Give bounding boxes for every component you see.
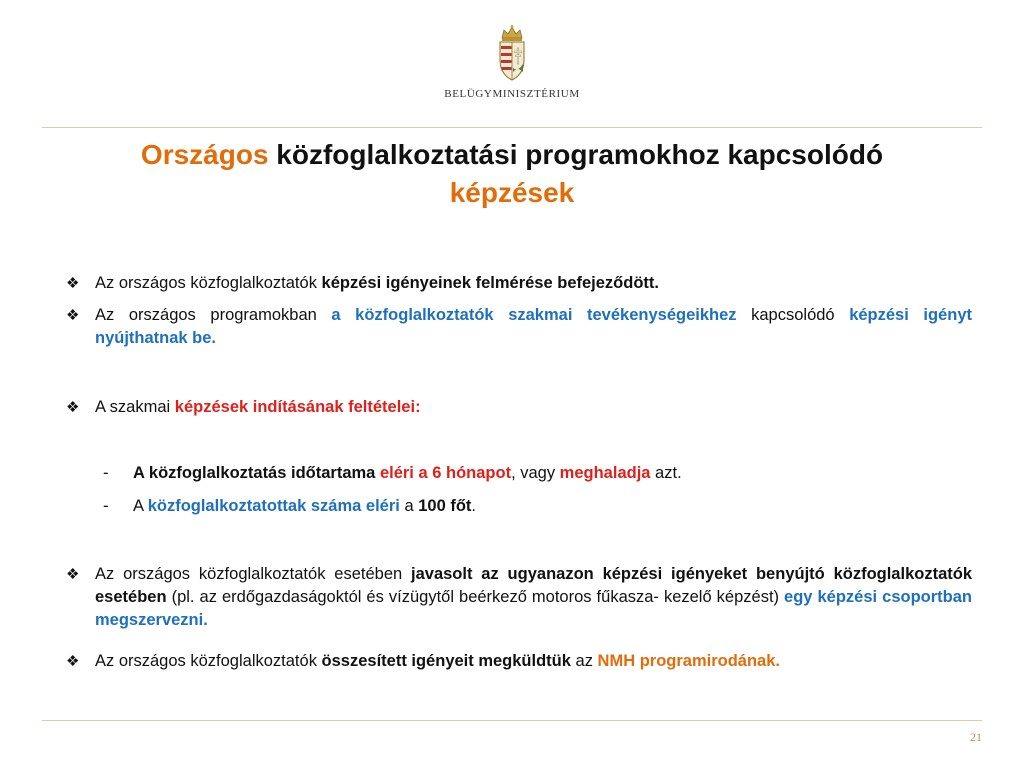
bullet-5-text-2: az [570,652,598,670]
dash-marker: - [103,464,109,482]
condition-1-highlight-2: meghaladja [559,464,651,482]
bullet-3 [66,396,972,419]
bullet-2-highlight: a közfoglalkoztatók szakmai tevékenységeikhez [331,306,737,324]
bullet-4-text: Az országos közfoglalkoztatók esetében [95,565,412,583]
ministry-name: BELÜGYMINISZTÉRIUM [444,88,580,100]
condition-2 [103,495,963,518]
bullet-5-bold: összesített igényeit megküldtük [321,652,571,670]
bullet-marker-icon: ❖ [66,653,80,670]
title-last-word: képzések [449,177,575,208]
condition-2-highlight: közfoglalkoztatottak száma eléri [147,497,400,515]
bullet-3-highlight: képzések indításának feltételei: [174,398,421,416]
condition-2-text: A [133,497,148,515]
bullet-5-text: Az országos közfoglalkoztatók [95,652,322,670]
condition-1-bold: A közfoglalkoztatás időtartama [133,464,376,482]
title-main-text: közfoglalkoztatási programokhoz kapcsolódó [268,139,884,170]
bullet-3-text: A szakmai [95,398,175,416]
condition-1-highlight: eléri a 6 hónapot [375,464,512,482]
bullet-2 [66,304,972,350]
bullet-1-bold: képzési igényeinek felmérése befejeződött. [321,274,659,292]
bullet-4-bold: javasolt az ugyanazon képzési igényeket benyújtó közfoglalkoztatók esetében [95,565,972,606]
footer-divider [42,720,982,721]
condition-2-bold: 100 főt [418,497,472,515]
bullet-4 [66,563,972,632]
bullet-4-text-2: (pl. az erdőgazdaságoktól és vízügytől beérkező motoros fűkasza- kezelő képzést) [166,588,785,606]
bullet-marker-icon: ❖ [66,275,80,292]
bullet-2-text-2: kapcsolódó [736,306,850,324]
bullet-5-highlight: NMH programirodának. [597,652,780,670]
bullet-1 [66,272,972,295]
header-divider [42,127,982,128]
condition-1-end: azt. [650,464,682,482]
bullet-5 [66,650,972,673]
title-highlight-word: Országos [140,139,269,170]
bullet-2-highlight-2: képzési igényt nyújthatnak be. [95,306,973,347]
condition-2-end: . [471,497,476,515]
bullet-marker-icon: ❖ [66,399,80,416]
bullet-marker-icon: ❖ [66,307,80,324]
dash-marker: - [103,497,109,515]
bullet-2-text: Az országos programokban [95,306,332,324]
coat-of-arms-logo [492,24,532,84]
condition-1-text: , vagy [511,464,560,482]
bullet-1-text: Az országos közfoglalkoztatók [95,274,322,292]
slide-title [40,136,984,212]
bullet-4-highlight: egy képzési csoportban megszervezni. [95,588,972,629]
condition-1 [103,462,963,485]
bullet-marker-icon: ❖ [66,566,80,583]
page-number: 21 [970,730,982,744]
condition-2-text-2: a [399,497,419,515]
